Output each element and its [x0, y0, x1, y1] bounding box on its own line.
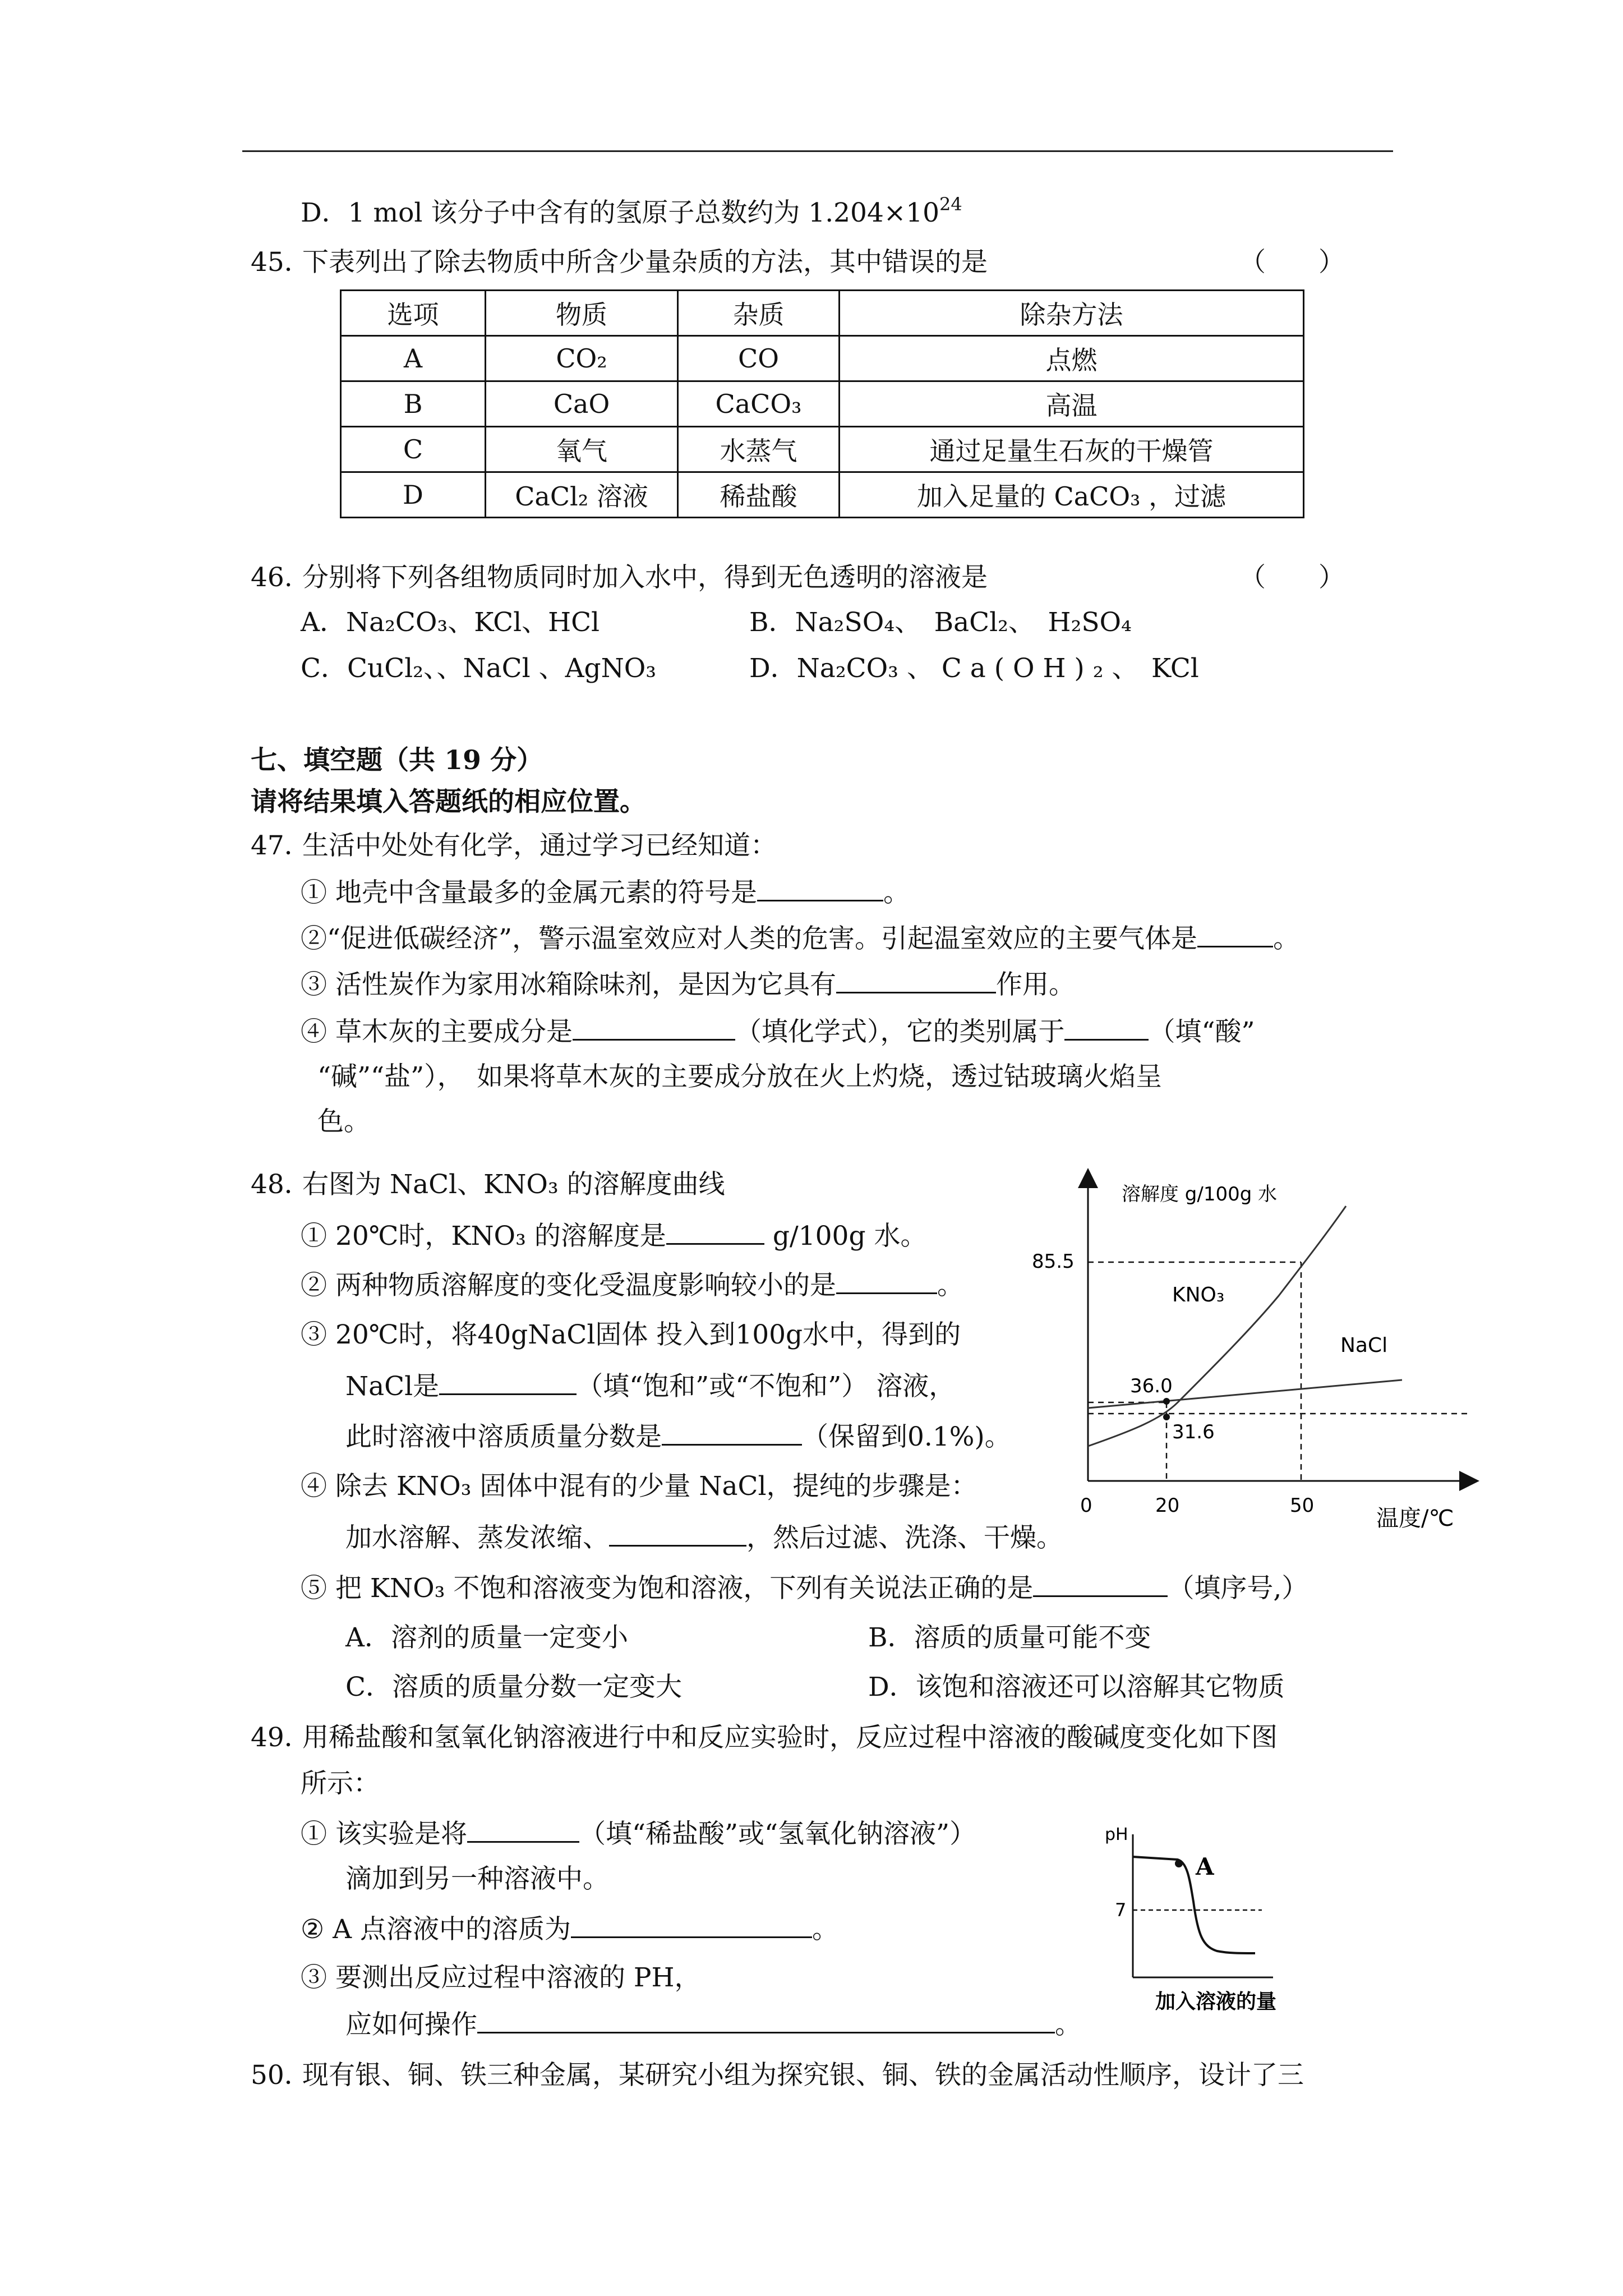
- answer-blank[interactable]: [757, 875, 883, 901]
- q48-option-b: B．溶质的质量可能不变: [868, 1622, 1151, 1653]
- table-row: [341, 427, 1304, 472]
- point-20-kno3: [1163, 1414, 1170, 1420]
- q49-item-1-cont: 滴加到另一种溶液中。: [345, 1864, 609, 1894]
- table-row: [341, 381, 1304, 427]
- table-header: 物质: [486, 291, 678, 336]
- table-header: 除杂方法: [840, 291, 1304, 336]
- table-header-row: [341, 291, 1304, 336]
- section-title: 七、填空题（共 19 分）: [251, 745, 543, 776]
- x-axis-label: 加入溶液的量: [1155, 1990, 1277, 2013]
- y-tick-36.0: 36.0: [1130, 1375, 1173, 1397]
- q49-stem: 49．用稀盐酸和氢氧化钠溶液进行中和反应实验时，反应过程中溶液的酸碱度变化如下图: [251, 1722, 1278, 1753]
- table-cell: 氧气: [486, 427, 678, 472]
- q48-option-a: A．溶剂的质量一定变小: [345, 1622, 628, 1653]
- x-tick-50: 50: [1290, 1494, 1315, 1517]
- table-row: [341, 336, 1304, 381]
- answer-blank[interactable]: [439, 1369, 577, 1395]
- q49-item-3: ③ 要测出反应过程中溶液的 PH，: [301, 1962, 701, 1993]
- q47-item-4: ④ 草木灰的主要成分是 （填化学式），它的类别属于 （填“酸”: [301, 1014, 1255, 1049]
- answer-blank[interactable]: [836, 967, 996, 993]
- q46-option-a: A．Na₂CO₃、KCl、HCl: [301, 607, 600, 638]
- ph-titration-chart: [1088, 1801, 1380, 2036]
- table-cell: 点燃: [840, 336, 1304, 381]
- answer-blank[interactable]: [1033, 1571, 1168, 1597]
- table-cell: CaO: [486, 381, 678, 427]
- q48-item-3-c: 此时溶液中溶质质量分数是 （保留到0.1%)。: [345, 1419, 1011, 1454]
- header-rule: [242, 150, 1393, 152]
- q48-stem: 48．右图为 NaCl、KNO₃ 的溶解度曲线: [251, 1169, 725, 1200]
- q49-item-3-cont: 应如何操作 。: [345, 2007, 1081, 2042]
- table-cell: A: [341, 336, 486, 381]
- table-cell: C: [341, 427, 486, 472]
- q45-answer-paren: （ ）: [1239, 247, 1345, 278]
- table-cell: 水蒸气: [678, 427, 840, 472]
- point-a-label: A: [1196, 1853, 1214, 1880]
- q46-answer-paren: （ ）: [1239, 562, 1345, 593]
- q48-item-2: ② 两种物质溶解度的变化受温度影响较小的是 。: [301, 1268, 963, 1303]
- y-axis-label: pH: [1105, 1825, 1128, 1844]
- q48-item-3: ③ 20℃时，将40gNaCl固体 投入到100g水中，得到的: [301, 1319, 961, 1350]
- x-tick-20: 20: [1155, 1494, 1180, 1517]
- table-cell: D: [341, 472, 486, 518]
- q50-stem: 50．现有银、铜、铁三种金属，某研究小组为探究银、铜、铁的金属活动性顺序，设计了三: [251, 2060, 1304, 2091]
- q49-item-2: ② A 点溶液中的溶质为 。: [301, 1912, 838, 1947]
- y-tick-85.5: 85.5: [1032, 1250, 1075, 1273]
- x-tick-0: 0: [1080, 1494, 1092, 1517]
- q48-item-5: ⑤ 把 KNO₃ 不饱和溶液变为饱和溶液，下列有关说法正确的是 （填序号,）: [301, 1571, 1308, 1605]
- q46-option-b: B．Na₂SO₄、 BaCl₂、 H₂SO₄: [749, 607, 1132, 638]
- table-cell: CaCO₃: [678, 381, 840, 427]
- q49-stem-cont: 所示：: [301, 1768, 380, 1799]
- q48-item-3-b: NaCl是 （填“饱和”或“不饱和”） 溶液，: [345, 1369, 955, 1404]
- point-20-nacl: [1163, 1398, 1170, 1405]
- answer-blank[interactable]: [662, 1419, 802, 1446]
- q46-option-d: D．Na₂CO₃ 、 C a ( O H ) ₂ 、 KCl: [749, 653, 1199, 684]
- table-cell: B: [341, 381, 486, 427]
- table-header: 选项: [341, 291, 486, 336]
- q48-item-1: ① 20℃时，KNO₃ 的溶解度是 g/100g 水。: [301, 1218, 926, 1253]
- answer-blank[interactable]: [573, 1014, 735, 1041]
- ph-curve: [1133, 1857, 1255, 1953]
- answer-blank[interactable]: [467, 1816, 579, 1843]
- y-axis-label: 溶解度 g/100g 水: [1122, 1183, 1278, 1205]
- q47-item-1: ① 地壳中含量最多的金属元素的符号是 。: [301, 875, 910, 910]
- answer-blank[interactable]: [477, 2007, 1055, 2033]
- y-tick-31.6: 31.6: [1172, 1421, 1215, 1443]
- table-cell: CO: [678, 336, 840, 381]
- point-a: [1175, 1860, 1183, 1867]
- q47-item-3: ③ 活性炭作为家用冰箱除味剂，是因为它具有 作用。: [301, 967, 1075, 1002]
- table-cell: 加入足量的 CaCO₃ ，过滤: [840, 472, 1304, 518]
- q48-item-4: ④ 除去 KNO₃ 固体中混有的少量 NaCl，提纯的步骤是：: [301, 1471, 978, 1502]
- q48-option-d: D．该饱和溶液还可以溶解其它物质: [868, 1672, 1285, 1703]
- table-header: 杂质: [678, 291, 840, 336]
- section-instruction: 请将结果填入答题纸的相应位置。: [251, 786, 646, 817]
- y-tick-7: 7: [1115, 1899, 1127, 1921]
- q48-option-c: C．溶质的质量分数一定变大: [345, 1672, 682, 1703]
- solubility-curve-chart: [1009, 1167, 1492, 1548]
- table-row: [341, 472, 1304, 518]
- nacl-label: NaCl: [1340, 1334, 1388, 1357]
- table-cell: 稀盐酸: [678, 472, 840, 518]
- answer-blank[interactable]: [571, 1912, 812, 1938]
- q47-item-4-cont: “碱”“盐”）， 如果将草木灰的主要成分放在火上灼烧，透过钴玻璃火焰呈: [317, 1061, 1163, 1092]
- kno3-label: KNO₃: [1172, 1283, 1225, 1306]
- q46-stem: 46. 分别将下列各组物质同时加入水中，得到无色透明的溶液是: [251, 562, 988, 593]
- q47-item-4-end: 色。: [317, 1106, 370, 1137]
- answer-blank[interactable]: [836, 1268, 937, 1294]
- answer-blank[interactable]: [666, 1218, 764, 1245]
- table-cell: CO₂: [486, 336, 678, 381]
- q45-stem: 45．下表列出了除去物质中所含少量杂质的方法，其中错误的是: [251, 247, 988, 278]
- q47-stem: 47．生活中处处有化学，通过学习已经知道：: [251, 830, 777, 861]
- kno3-curve: [1088, 1206, 1346, 1446]
- table-cell: 高温: [840, 381, 1304, 427]
- table-cell: CaCl₂ 溶液: [486, 472, 678, 518]
- q48-item-4-b: 加水溶解、蒸发浓缩、 ，然后过滤、洗涤、干燥。: [345, 1520, 1063, 1555]
- answer-blank[interactable]: [1197, 921, 1273, 947]
- q47-item-2: ②“促进低碳经济”，警示温室效应对人类的危害。引起温室效应的主要气体是 。: [301, 921, 1299, 956]
- q49-item-1: ① 该实验是将 （填“稀盐酸”或“氢氧化钠溶液”）: [301, 1816, 976, 1851]
- table-cell: 通过足量生石灰的干燥管: [840, 427, 1304, 472]
- q44-option-d: D．1 mol 该分子中含有的氢原子总数约为 $1.204\times 10^{24}$: [301, 194, 962, 228]
- x-axis-label: 温度/℃: [1376, 1506, 1454, 1531]
- answer-blank[interactable]: [609, 1520, 746, 1547]
- q46-option-c: C．CuCl₂、、NaCl 、AgNO₃: [301, 653, 657, 684]
- q45-table: [340, 289, 1304, 518]
- answer-blank[interactable]: [1064, 1014, 1149, 1041]
